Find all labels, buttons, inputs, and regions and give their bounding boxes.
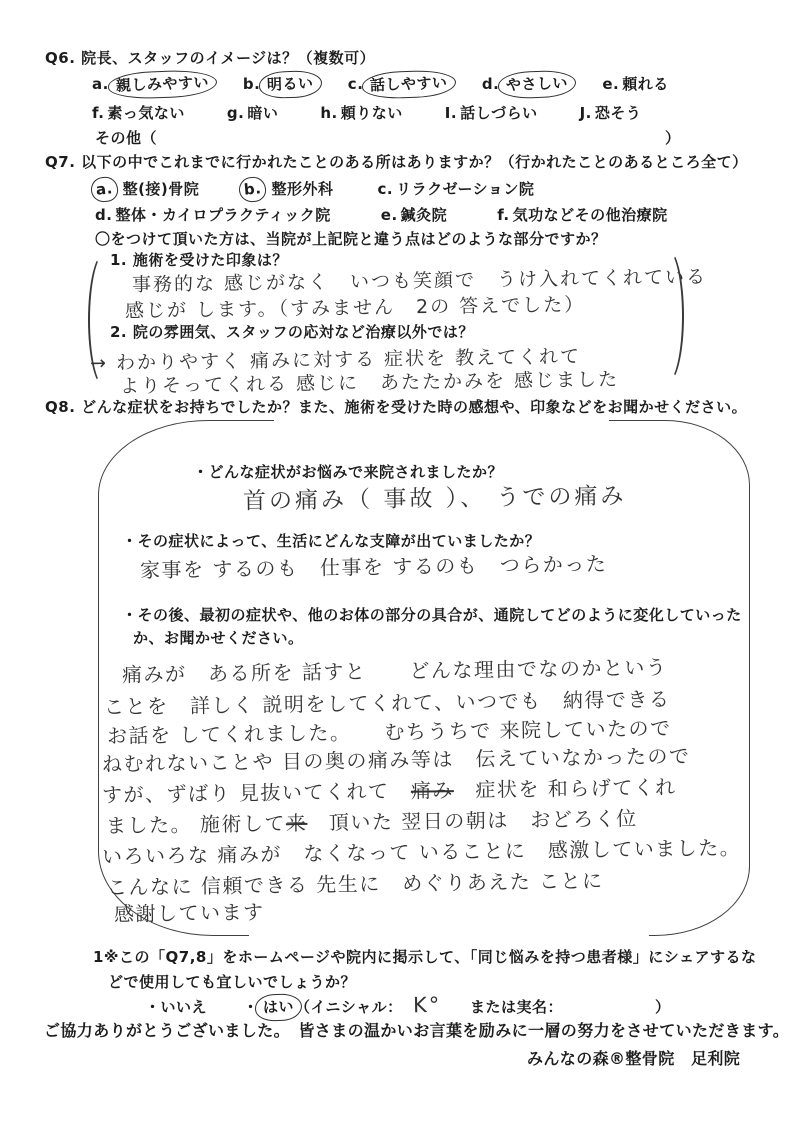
q7-option-a: a. 整(接)骨院 — [95, 178, 199, 199]
strikethrough-text: 痛み — [410, 778, 455, 803]
bubble-bottom-gap — [249, 931, 649, 939]
q8-bullet-1: ・どんな症状がお悩みで来院されましたか？ — [193, 463, 504, 481]
bubble-top-gap — [274, 417, 609, 425]
q6-options-row1 — [92, 73, 669, 96]
consent-option-no: ・いいえ — [145, 998, 208, 1016]
q7-prompt: 〇をつけて頂いた方は、当院が上記院と違う点はどのような部分ですか？ — [95, 230, 607, 248]
q6-option-f: f. 素っ気ない — [92, 104, 185, 122]
q6-option-c: c. 話しやすい — [348, 73, 452, 96]
q6-option-d: d. やさしい — [482, 73, 572, 96]
q7-title: Q7. 以下の中でこれまでに行かれたことのある所はありますか？（行かれたことのあるところ全て） — [45, 153, 748, 171]
q6-option-j: J. 恐そう — [579, 104, 642, 122]
q7-options-row1 — [95, 178, 534, 199]
q8-paragraph-line5: すが、ずばり 見抜いてくれて 痛み 症状を 和らげてくれ — [101, 774, 677, 808]
q8-title: Q8. どんな症状をお持ちでしたか？また、施術を受けた時の感想や、印象などをお聞かせください。 — [45, 398, 748, 416]
q8-paragraph-line4: ねむれないことや 目の奥の痛み等は 伝えていなかったので — [101, 743, 691, 777]
q6-other-field-close: ） — [665, 129, 681, 147]
q7-answer1-line1: 事務的な 感じがなく いつも笑顔で うけ入れてくれている — [131, 265, 708, 297]
q8-paragraph-line8: こんなに 信頼できる 先生に めぐりあえた ことに — [106, 868, 604, 900]
q6-option-i: I. 話しづらい — [444, 104, 538, 122]
consent-initial-label: （イニシャル： — [295, 998, 403, 1016]
consent-line2: どで使用しても宜しいでしょうか？ — [108, 973, 357, 991]
q7-option-f: f. 気功などその他治療院 — [497, 206, 668, 224]
q8-answer-2: 家事を するのも 仕事を するのも つらかった — [139, 551, 608, 583]
q8-answer-1: 首の痛み（ 事故 ）、 うでの痛み — [242, 483, 627, 515]
strikethrough-text: 来 — [285, 810, 308, 836]
q6-option-b: b. 明るい — [243, 73, 318, 96]
q7-subquestion-1: 1. 施術を受けた印象は？ — [110, 251, 288, 269]
q6-options-row2 — [92, 102, 641, 123]
q7-options-row2 — [95, 204, 668, 225]
handwritten-circle-mark: 話しやすい — [362, 69, 456, 99]
q8-paragraph-line6: ました。 施術して来 頂いた 翌日の朝は おどろく位 — [105, 806, 638, 838]
q8-bullet-2: ・その症状によって、生活にどんな支障が出ていましたか？ — [122, 532, 541, 550]
consent-option-yes: ・ はい — [243, 996, 298, 1019]
footer-thanks-message: ご協力ありがとうございました。 皆さまの温かいお言葉を励みに一層の努力をさせていただきます。 — [44, 1021, 790, 1040]
q8-paragraph-line1: 痛みが ある所を 話すと どんな理由でなのかという — [121, 655, 668, 687]
consent-realname-label: または実名： — [470, 998, 564, 1016]
q8-paragraph-line3: お話を してくれました。 むちうちで 来院していたので — [106, 716, 672, 748]
handwritten-circle-mark: 明るい — [259, 70, 322, 99]
q6-other-field-label: その他（ — [95, 129, 158, 147]
q6-option-a: a. 親しみやすい — [92, 73, 213, 96]
handwritten-circle-mark: 親しみやすい — [107, 69, 217, 100]
q6-option-e: e. 頼れる — [602, 75, 669, 93]
handwritten-circle-mark: やさしい — [498, 70, 577, 100]
q8-bullet-3-line2: か、お聞かせください。 — [133, 629, 304, 647]
q7-answer2-line2: よりそってくれる 感じに あたたかみを 感じました — [119, 368, 620, 398]
q8-paragraph-line7: いろいろな 痛みが なくなって いることに 感激していました。 — [101, 835, 742, 869]
q7-option-d: d. 整体・カイロプラクティック院 — [95, 206, 331, 224]
q8-paragraph-line2: ことを 詳しく 説明をしてくれて、いつでも 納得できる — [103, 687, 671, 719]
q8-paragraph-line9: 感謝しています — [113, 899, 265, 927]
q7-answer1-line2: 感じが します。（すみません 2の 答えでした） — [124, 293, 586, 323]
q6-title: Q6. 院長、スタッフのイメージは？（複数可） — [45, 49, 376, 67]
consent-line1: 1※この「Q7,8」をホームページや院内に掲示して、「同じ悩みを持つ患者様」にシェアするな — [93, 948, 757, 966]
footer-clinic-name: みんなの森®整骨院 足利院 — [527, 1049, 741, 1068]
q7-answer2-line1: → わかりやすく 痛みに対する 症状を 教えてくれて — [89, 345, 582, 375]
q7-option-e: e. 鍼灸院 — [380, 206, 448, 224]
q6-option-g: g. 暗い — [226, 104, 279, 122]
handwritten-circle-mark: a. — [90, 176, 119, 203]
consent-initial-value: K° — [412, 992, 442, 1018]
handwritten-circle-mark: はい — [254, 993, 302, 1022]
q8-bullet-3-line1: ・その後、最初の症状や、他のお体の部分の具合が、通院してどのように変化していった — [122, 606, 742, 624]
q7-option-b: b. 整形外科 — [243, 178, 333, 199]
consent-close-paren: ） — [655, 998, 671, 1016]
q7-option-c: c. リラクゼーション院 — [377, 180, 535, 198]
q7-subquestion-2: 2. 院の雰囲気、スタッフの応対など治療以外では？ — [110, 323, 474, 341]
handwritten-circle-mark: b. — [238, 176, 268, 203]
q6-option-h: h. 頼りない — [320, 104, 403, 122]
